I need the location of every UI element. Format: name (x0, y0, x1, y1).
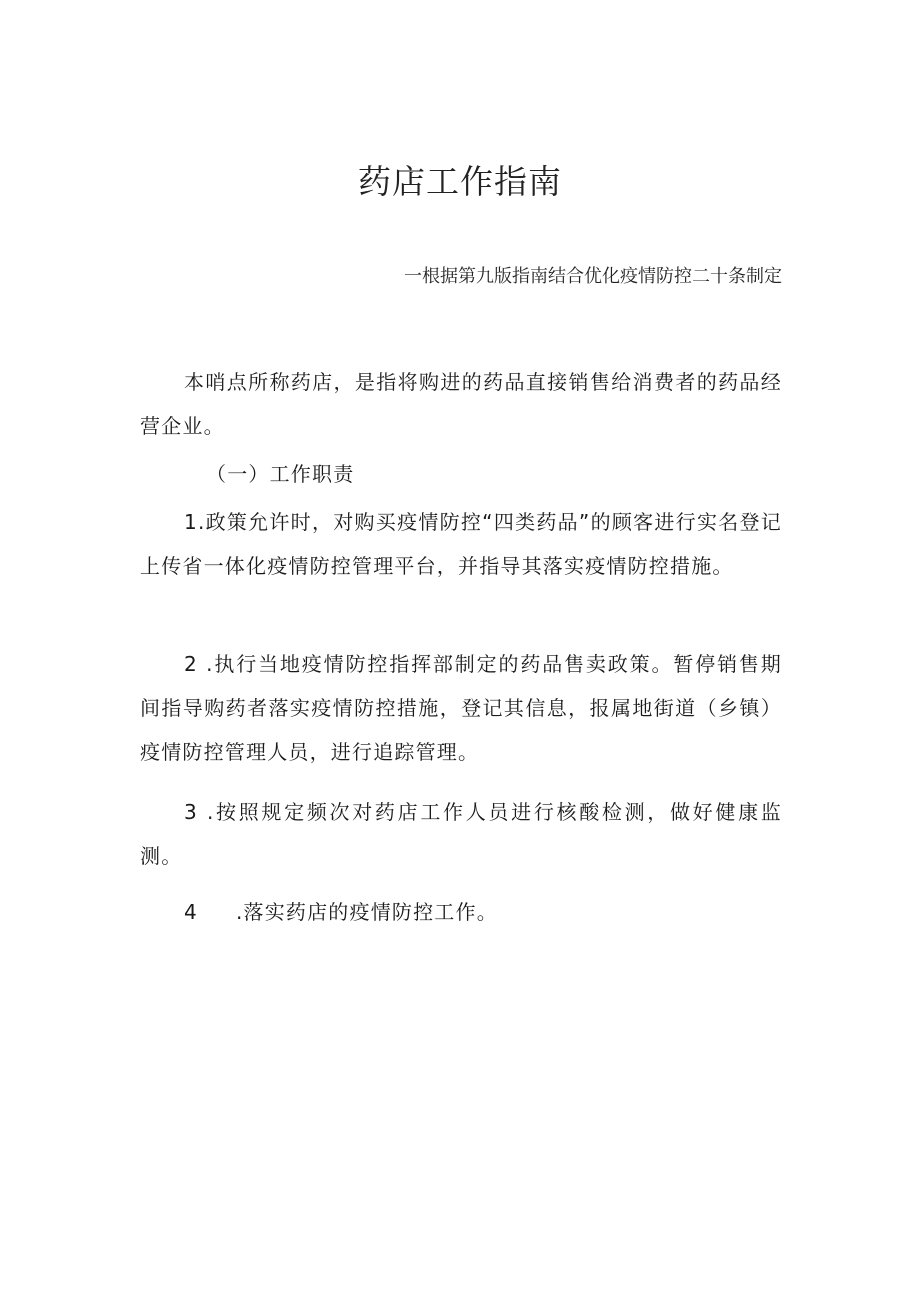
intro-paragraph: 本哨点所称药店，是指将购进的药品直接销售给消费者的药品经营企业。 (140, 370, 782, 438)
list-item (140, 642, 782, 774)
item-number: 2 (184, 652, 207, 676)
document-title: 药店工作指南 (358, 162, 562, 201)
item-number: 4 (184, 900, 198, 924)
item-number: 1 (184, 510, 198, 534)
section-heading: （一）工作职责 (206, 462, 355, 486)
list-item (140, 500, 782, 588)
list-item (140, 890, 782, 934)
document-subtitle: 一根据第九版指南结合优化疫情防控二十条制定 (404, 266, 782, 287)
list-item (140, 790, 782, 878)
item-text: .执行当地疫情防控指挥部制定的药品售卖政策。暂停销售期间指导购药者落实疫情防控措施，登记其信息，报属地街道（乡镇）疫情防控管理人员，进行追踪管理。 (140, 652, 782, 764)
item-text: .政策允许时，对购买疫情防控“四类药品”的顾客进行实名登记上传省一体化疫情防控管理平台，并指导其落实疫情防控措施。 (140, 510, 782, 578)
item-text: .落实药店的疫情防控工作。 (235, 900, 498, 924)
item-text: .按照规定频次对药店工作人员进行核酸检测，做好健康监测。 (140, 800, 782, 868)
item-number: 3 (184, 800, 207, 824)
